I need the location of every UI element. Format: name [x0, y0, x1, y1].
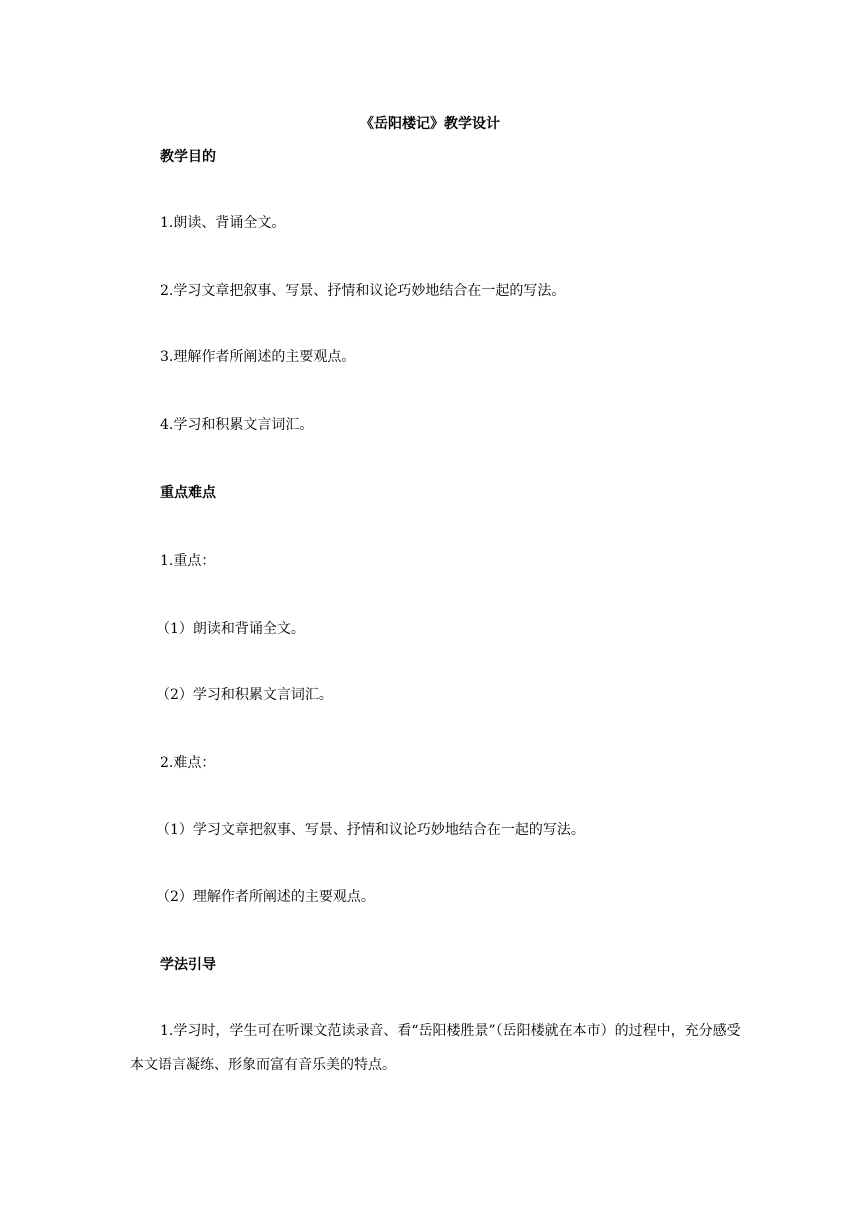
difficult-label: 2.难点： [160, 755, 216, 771]
section-heading-key-points: 重点难点 [160, 485, 216, 501]
document-title: 《岳阳楼记》教学设计 [360, 116, 500, 132]
section-heading-guidance: 学法引导 [160, 957, 216, 973]
key-item-1: （1）朗读和背诵全文。 [156, 621, 305, 637]
guidance-paragraph: 1.学习时，学生可在听课文范读录音、看“岳阳楼胜景”（岳阳楼就在本市）的过程中，充分感受本文语言凝练、形象而富有音乐美的特点。 [130, 1023, 741, 1073]
objective-item-1: 1.朗读、背诵全文。 [160, 215, 286, 231]
difficult-item-2: （2）理解作者所阐述的主要观点。 [156, 889, 375, 905]
key-label: 1.重点： [160, 553, 216, 569]
objective-item-2: 2.学习文章把叙事、写景、抒情和议论巧妙地结合在一起的写法。 [160, 283, 566, 299]
key-item-2: （2）学习和积累文言词汇。 [156, 687, 333, 703]
objective-item-4: 4.学习和积累文言词汇。 [160, 417, 314, 433]
difficult-item-1: （1）学习文章把叙事、写景、抒情和议论巧妙地结合在一起的写法。 [156, 822, 585, 838]
objective-item-3: 3.理解作者所阐述的主要观点。 [160, 349, 356, 365]
section-heading-objectives: 教学目的 [160, 149, 216, 165]
